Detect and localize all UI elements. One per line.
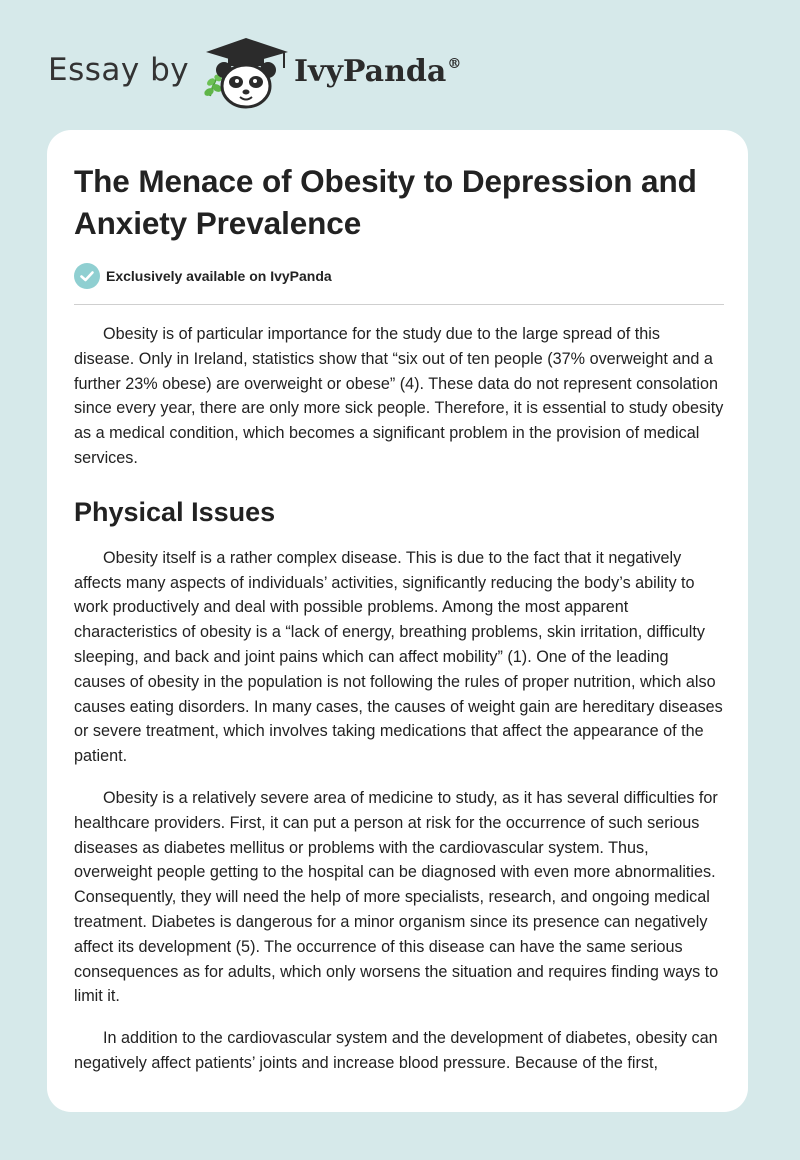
- registered-mark: ®: [447, 56, 462, 72]
- exclusive-badge-label: Exclusively available on IvyPanda: [106, 268, 332, 284]
- body-paragraph: In addition to the cardiovascular system and the development of diabetes, obesity can negatively affect patients’ joints and increase blood pressure. Because of the first,: [74, 1029, 718, 1072]
- article-card: [47, 130, 748, 1112]
- site-header: [0, 0, 800, 130]
- brand-name[interactable]: [294, 54, 461, 89]
- intro-paragraph: Obesity is of particular importance for the study due to the large spread of this disease. Only in Ireland, statistics show that “six out of ten people (37% overweight and a further 23% obese) are overweight or obese” (4). These data do not represent consolation since every year, there are only more sick people. Therefore, it is essential to study obesity as a medical condition, which becomes a significant problem in the provision of medical services.: [74, 325, 724, 467]
- essay-by-label: Essay by: [48, 52, 190, 88]
- title-divider: [74, 304, 724, 305]
- body-paragraph: Obesity itself is a rather complex disease. This is due to the fact that it negatively affects many aspects of individuals’ activities, significantly reducing the body’s ability to work productively and deal with possible problems. Among the most apparent characteristics of obesity is a “lack of energy, breathing problems, skin irritation, difficulty sleeping, and back and joint pains which can affect mobility” (1). One of the leading causes of obesity in the population is not following the rules of proper nutrition, which also causes eating disorders. In many cases, the causes of weight gain are hereditary diseases or severe treatment, which involves taking medications that affect the appearance of the patient.: [74, 548, 723, 766]
- page-title: The Menace of Obesity to Depression and Anxiety Prevalence: [74, 163, 697, 241]
- section-heading: Physical Issues: [74, 496, 276, 527]
- check-circle-icon: [74, 263, 100, 289]
- body-paragraph: Obesity is a relatively severe area of medicine to study, as it has several difficulties for healthcare providers. First, it can put a person at risk for the occurrence of such serious diseases as diabetes mellitus or problems with the cardiovascular system. Thus, overweight people getting to the hospital can be diagnosed with even more abnormalities. Consequently, they will need the help of more specialists, research, and ongoing medical treatment. Diabetes is dangerous for a minor organism since its presence can negatively affect its development (5). The occurrence of this disease can have the same serious consequences as for adults, which only worsens the situation and requires finding ways to limit it.: [74, 788, 719, 1006]
- exclusive-badge: [74, 262, 724, 290]
- panda-logo-icon[interactable]: [200, 34, 292, 110]
- article-content: [74, 160, 724, 1076]
- brand-text: IvyPanda: [294, 54, 447, 89]
